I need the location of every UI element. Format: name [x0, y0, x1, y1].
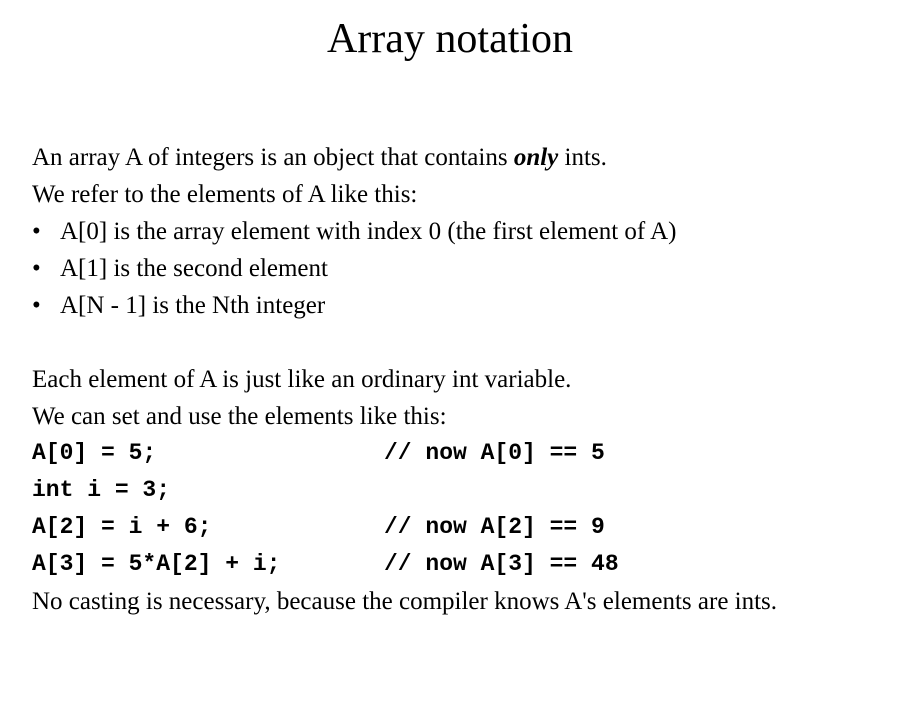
intro-line-1-end: ints.: [558, 144, 607, 171]
code-line-2: [32, 472, 892, 509]
code-line-4: [32, 546, 892, 583]
bullet-item-2: [32, 250, 892, 287]
bullet-item-1: [32, 213, 892, 250]
para2-line-1: Each element of A is just like an ordinary int variable.: [32, 366, 572, 393]
code-statement: A[2] = i + 6;: [32, 514, 212, 540]
bullet-item-3: [32, 287, 892, 324]
code-statement: A[0] = 5;: [32, 440, 157, 466]
slide-title: Array notation: [326, 16, 574, 62]
code-line-3: [32, 509, 892, 546]
bullet-icon: •: [32, 218, 41, 245]
bullet-text: A[0] is the array element with index 0 (the first element of A): [60, 218, 677, 245]
closing-line: No casting is necessary, because the compiler knows A's elements are ints.: [32, 588, 778, 615]
intro-emphasis: only: [513, 144, 559, 171]
code-comment: // now A[3] == 48: [384, 551, 619, 577]
bullet-icon: •: [32, 292, 41, 319]
code-statement: A[3] = 5*A[2] + i;: [32, 551, 281, 577]
intro-line-2: We refer to the elements of A like this:: [32, 181, 418, 208]
para2-line-2: We can set and use the elements like this:: [32, 403, 447, 430]
spacer: [32, 324, 892, 361]
slide-body: [32, 139, 892, 620]
intro-line-1-start: An array A of integers is an object that contains: [32, 144, 514, 171]
code-line-1: [32, 435, 892, 472]
bullet-text: A[N - 1] is the Nth integer: [60, 292, 326, 319]
code-comment: // now A[2] == 9: [384, 514, 605, 540]
bullet-icon: •: [32, 255, 41, 282]
intro-line-1: [32, 139, 892, 176]
code-comment: // now A[0] == 5: [384, 440, 605, 466]
code-statement: int i = 3;: [32, 477, 171, 503]
bullet-text: A[1] is the second element: [60, 255, 328, 282]
